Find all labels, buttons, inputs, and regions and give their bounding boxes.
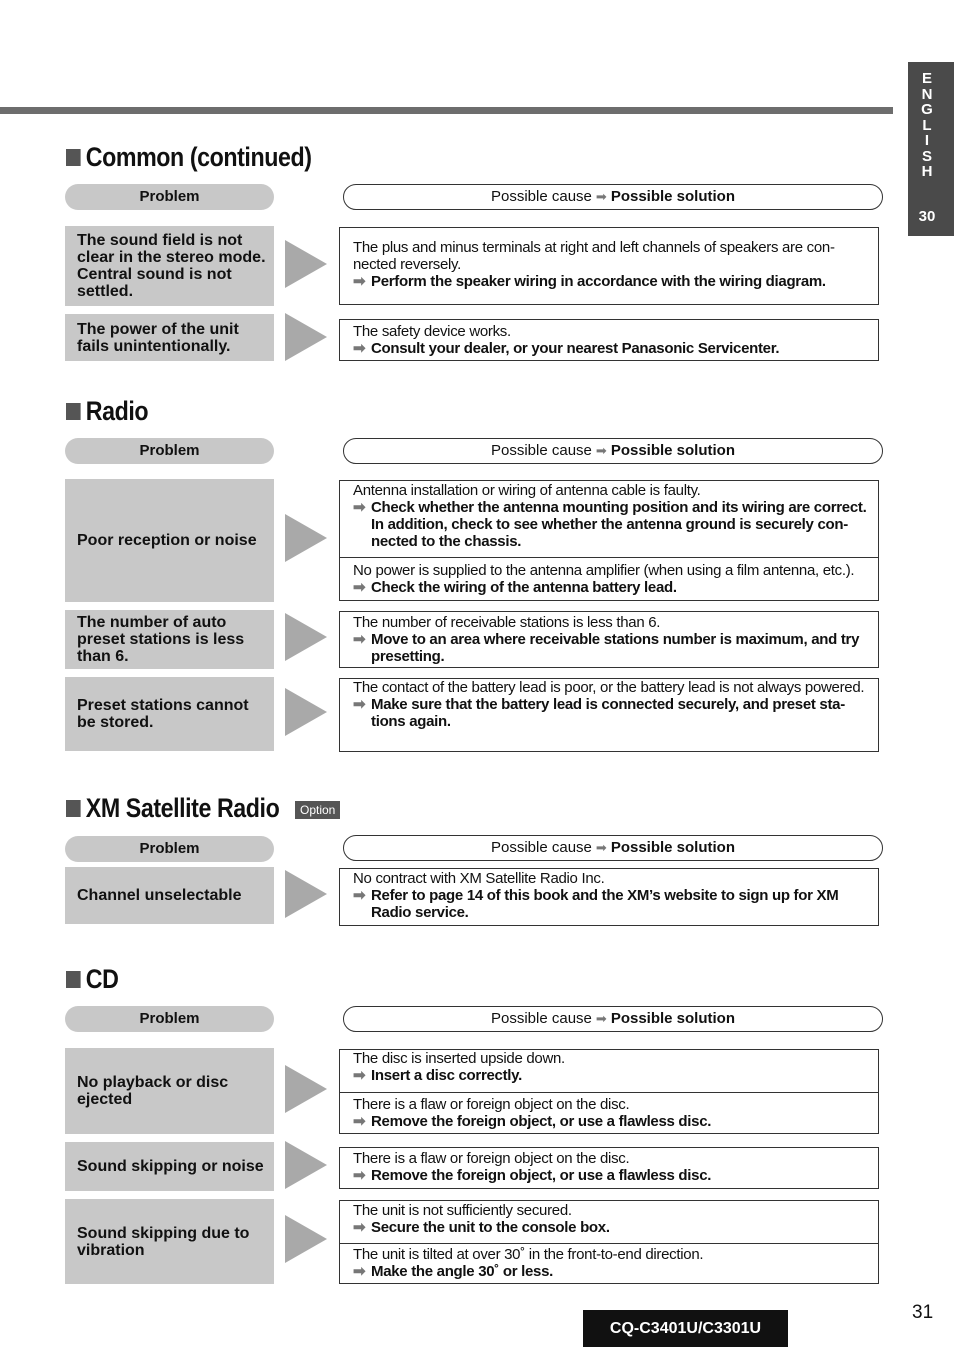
solution-line bbox=[353, 631, 870, 665]
solution-text: Check the wiring of the antenna battery lead. bbox=[371, 579, 677, 596]
section-title-text: XM Satellite Radio bbox=[85, 792, 280, 823]
solution-box bbox=[339, 319, 879, 361]
cause-text: No contract with XM Satellite Radio Inc. bbox=[353, 870, 605, 887]
possible-solution-label: Possible solution bbox=[610, 1010, 735, 1027]
triangle-arrow-icon bbox=[285, 1065, 327, 1113]
solution-line bbox=[353, 1219, 870, 1236]
arrow-right-icon: ➡ bbox=[353, 696, 366, 713]
arrow-right-icon: ➡ bbox=[353, 579, 366, 596]
language-letters bbox=[908, 71, 946, 180]
triangle-arrow-icon bbox=[285, 240, 327, 288]
solution-box bbox=[339, 611, 879, 668]
cause-solution-header bbox=[343, 835, 883, 861]
cause-text: The disc is inserted upside down. bbox=[353, 1050, 565, 1067]
solution-line bbox=[353, 1167, 870, 1184]
solution-text: Move to an area where receivable stations number is maximum, and try presetting. bbox=[371, 631, 860, 665]
possible-cause-label: Possible cause bbox=[491, 1010, 592, 1027]
possible-solution-label: Possible solution bbox=[610, 839, 735, 856]
solution-text: Make sure that the battery lead is connected securely, and preset sta-tions again. bbox=[371, 696, 845, 730]
arrow-right-icon: ➡ bbox=[353, 887, 366, 904]
solution-line bbox=[353, 273, 870, 290]
square-bullet-icon bbox=[66, 800, 81, 817]
tab-letter: N bbox=[921, 85, 933, 103]
square-bullet-icon bbox=[66, 971, 81, 988]
problem-header: Problem bbox=[65, 438, 274, 464]
section-title-text: CD bbox=[85, 963, 119, 994]
arrow-right-icon: ➡ bbox=[353, 1167, 366, 1184]
problem-text: No playback or disc ejected bbox=[77, 1074, 229, 1108]
tab-letter: E bbox=[921, 70, 932, 87]
solution-box bbox=[339, 480, 879, 601]
solution-text: Insert a disc correctly. bbox=[371, 1067, 522, 1084]
language-tab bbox=[908, 62, 954, 236]
model-badge: CQ-C3401U/C3301U bbox=[583, 1310, 788, 1347]
solution-line bbox=[353, 696, 870, 730]
triangle-arrow-icon bbox=[285, 514, 327, 562]
cause-solution-item bbox=[340, 612, 878, 667]
solution-text: Make the angle 30˚ or less. bbox=[371, 1263, 553, 1280]
problem-box bbox=[65, 479, 274, 602]
problem-header: Problem bbox=[65, 1006, 274, 1032]
cause-solution-header bbox=[343, 438, 883, 464]
section-title-cd bbox=[66, 963, 118, 995]
tab-letter: I bbox=[924, 132, 930, 149]
tab-letter: H bbox=[921, 163, 933, 180]
arrow-right-icon: ➡ bbox=[353, 1067, 366, 1084]
arrow-right-icon: ➡ bbox=[595, 1011, 607, 1026]
square-bullet-icon bbox=[66, 149, 81, 166]
problem-text: Poor reception or noise bbox=[77, 532, 257, 549]
solution-text: Remove the foreign object, or use a flawless disc. bbox=[371, 1167, 712, 1184]
solution-box bbox=[339, 1200, 879, 1284]
problem-box bbox=[65, 1199, 274, 1284]
triangle-arrow-icon bbox=[285, 1141, 327, 1189]
section-title-text: Radio bbox=[85, 395, 149, 426]
tab-letter: G bbox=[921, 101, 933, 118]
arrow-right-icon: ➡ bbox=[353, 499, 366, 516]
triangle-arrow-icon bbox=[285, 613, 327, 661]
cause-text: The safety device works. bbox=[353, 323, 511, 340]
problem-text: The sound field is not clear in the stereo mode. Central sound is not settled. bbox=[77, 232, 266, 300]
triangle-arrow-icon bbox=[285, 688, 327, 736]
arrow-right-icon: ➡ bbox=[595, 840, 607, 855]
cause-text: There is a flaw or foreign object on the disc. bbox=[353, 1150, 630, 1167]
section-title-text: Common (continued) bbox=[85, 141, 312, 172]
arrow-right-icon: ➡ bbox=[353, 1219, 366, 1236]
arrow-right-icon: ➡ bbox=[353, 273, 366, 290]
triangle-arrow-icon bbox=[285, 1215, 327, 1263]
solution-box bbox=[339, 1049, 879, 1134]
problem-text: Channel unselectable bbox=[77, 887, 242, 904]
cause-text: The contact of the battery lead is poor, or the battery lead is not always powered. bbox=[353, 679, 865, 696]
cause-text: The plus and minus terminals at right and left channels of speakers are con-nected reversely. bbox=[353, 239, 835, 273]
cause-text: The number of receivable stations is less than 6. bbox=[353, 614, 661, 631]
arrow-right-icon: ➡ bbox=[353, 1113, 366, 1130]
solution-line bbox=[353, 499, 870, 550]
problem-box bbox=[65, 610, 274, 669]
problem-box bbox=[65, 226, 274, 306]
solution-line bbox=[353, 887, 870, 921]
section-title-radio bbox=[66, 395, 148, 427]
cause-solution-item bbox=[340, 1201, 878, 1243]
tab-letter: S bbox=[921, 147, 932, 165]
cause-solution-item bbox=[340, 1243, 878, 1283]
solution-line bbox=[353, 340, 870, 357]
problem-box bbox=[65, 677, 274, 751]
solution-text: Perform the speaker wiring in accordance with the wiring diagram. bbox=[371, 273, 826, 290]
solution-box bbox=[339, 868, 879, 926]
solution-text: Secure the unit to the console box. bbox=[371, 1219, 610, 1236]
solution-text: Check whether the antenna mounting position and its wiring are correct. In addition, check to see whether the antenna ground is securely con-nected to the chassis. bbox=[371, 499, 867, 550]
cause-solution-item bbox=[340, 557, 878, 600]
cause-solution-item bbox=[340, 228, 878, 304]
possible-cause-label: Possible cause bbox=[491, 442, 592, 459]
problem-box bbox=[65, 1142, 274, 1191]
arrow-right-icon: ➡ bbox=[353, 631, 366, 648]
solution-line bbox=[353, 579, 870, 596]
solution-line bbox=[353, 1263, 870, 1280]
arrow-right-icon: ➡ bbox=[595, 189, 607, 204]
solution-line bbox=[353, 1067, 870, 1084]
page-number: 31 bbox=[912, 1302, 934, 1323]
problem-header: Problem bbox=[65, 836, 274, 862]
problem-box bbox=[65, 1048, 274, 1134]
arrow-right-icon: ➡ bbox=[353, 340, 366, 357]
cause-solution-item bbox=[340, 1092, 878, 1133]
cause-text: The unit is tilted at over 30˚ in the front-to-end direction. bbox=[353, 1246, 704, 1263]
problem-header: Problem bbox=[65, 184, 274, 210]
cause-solution-item bbox=[340, 679, 878, 751]
cause-text: The unit is not sufficiently secured. bbox=[353, 1202, 572, 1219]
cause-solution-item bbox=[340, 869, 878, 925]
cause-solution-item bbox=[340, 1148, 878, 1188]
problem-box bbox=[65, 867, 274, 924]
problem-text: Preset stations cannot be stored. bbox=[77, 697, 249, 731]
cause-text: There is a flaw or foreign object on the disc. bbox=[353, 1096, 630, 1113]
problem-text: The power of the unit fails unintentionally. bbox=[77, 320, 239, 355]
problem-text: Sound skipping or noise bbox=[77, 1158, 264, 1175]
solution-text: Consult your dealer, or your nearest Panasonic Servicenter. bbox=[371, 340, 780, 357]
tab-number: 30 bbox=[918, 208, 936, 225]
cause-solution-header bbox=[343, 1006, 883, 1032]
solution-text: Remove the foreign object, or use a flawless disc. bbox=[371, 1113, 712, 1130]
tab-letter: L bbox=[922, 116, 932, 134]
problem-text: Sound skipping due to vibration bbox=[77, 1224, 250, 1259]
cause-solution-header bbox=[343, 184, 883, 210]
square-bullet-icon bbox=[66, 403, 81, 420]
solution-box bbox=[339, 227, 879, 305]
possible-cause-label: Possible cause bbox=[491, 188, 592, 205]
top-rule bbox=[0, 107, 893, 114]
solution-line bbox=[353, 1113, 870, 1130]
section-title-xm bbox=[66, 792, 279, 824]
arrow-right-icon: ➡ bbox=[595, 443, 607, 458]
option-badge: Option bbox=[295, 801, 340, 819]
solution-box bbox=[339, 1147, 879, 1189]
triangle-arrow-icon bbox=[285, 313, 327, 361]
possible-solution-label: Possible solution bbox=[610, 442, 735, 459]
possible-solution-label: Possible solution bbox=[610, 188, 735, 205]
triangle-arrow-icon bbox=[285, 870, 327, 918]
cause-text: No power is supplied to the antenna amplifier (when using a film antenna, etc.). bbox=[353, 562, 855, 579]
cause-solution-item bbox=[340, 320, 878, 360]
cause-solution-item bbox=[340, 481, 878, 557]
solution-text: Refer to page 14 of this book and the XM’s website to sign up for XM Radio service. bbox=[371, 887, 839, 921]
problem-box bbox=[65, 314, 274, 361]
section-title-common bbox=[66, 141, 312, 173]
possible-cause-label: Possible cause bbox=[491, 839, 592, 856]
arrow-right-icon: ➡ bbox=[353, 1263, 366, 1280]
solution-box bbox=[339, 678, 879, 752]
problem-text: The number of auto preset stations is less than 6. bbox=[77, 614, 245, 665]
cause-text: Antenna installation or wiring of antenna cable is faulty. bbox=[353, 482, 701, 499]
cause-solution-item bbox=[340, 1050, 878, 1092]
